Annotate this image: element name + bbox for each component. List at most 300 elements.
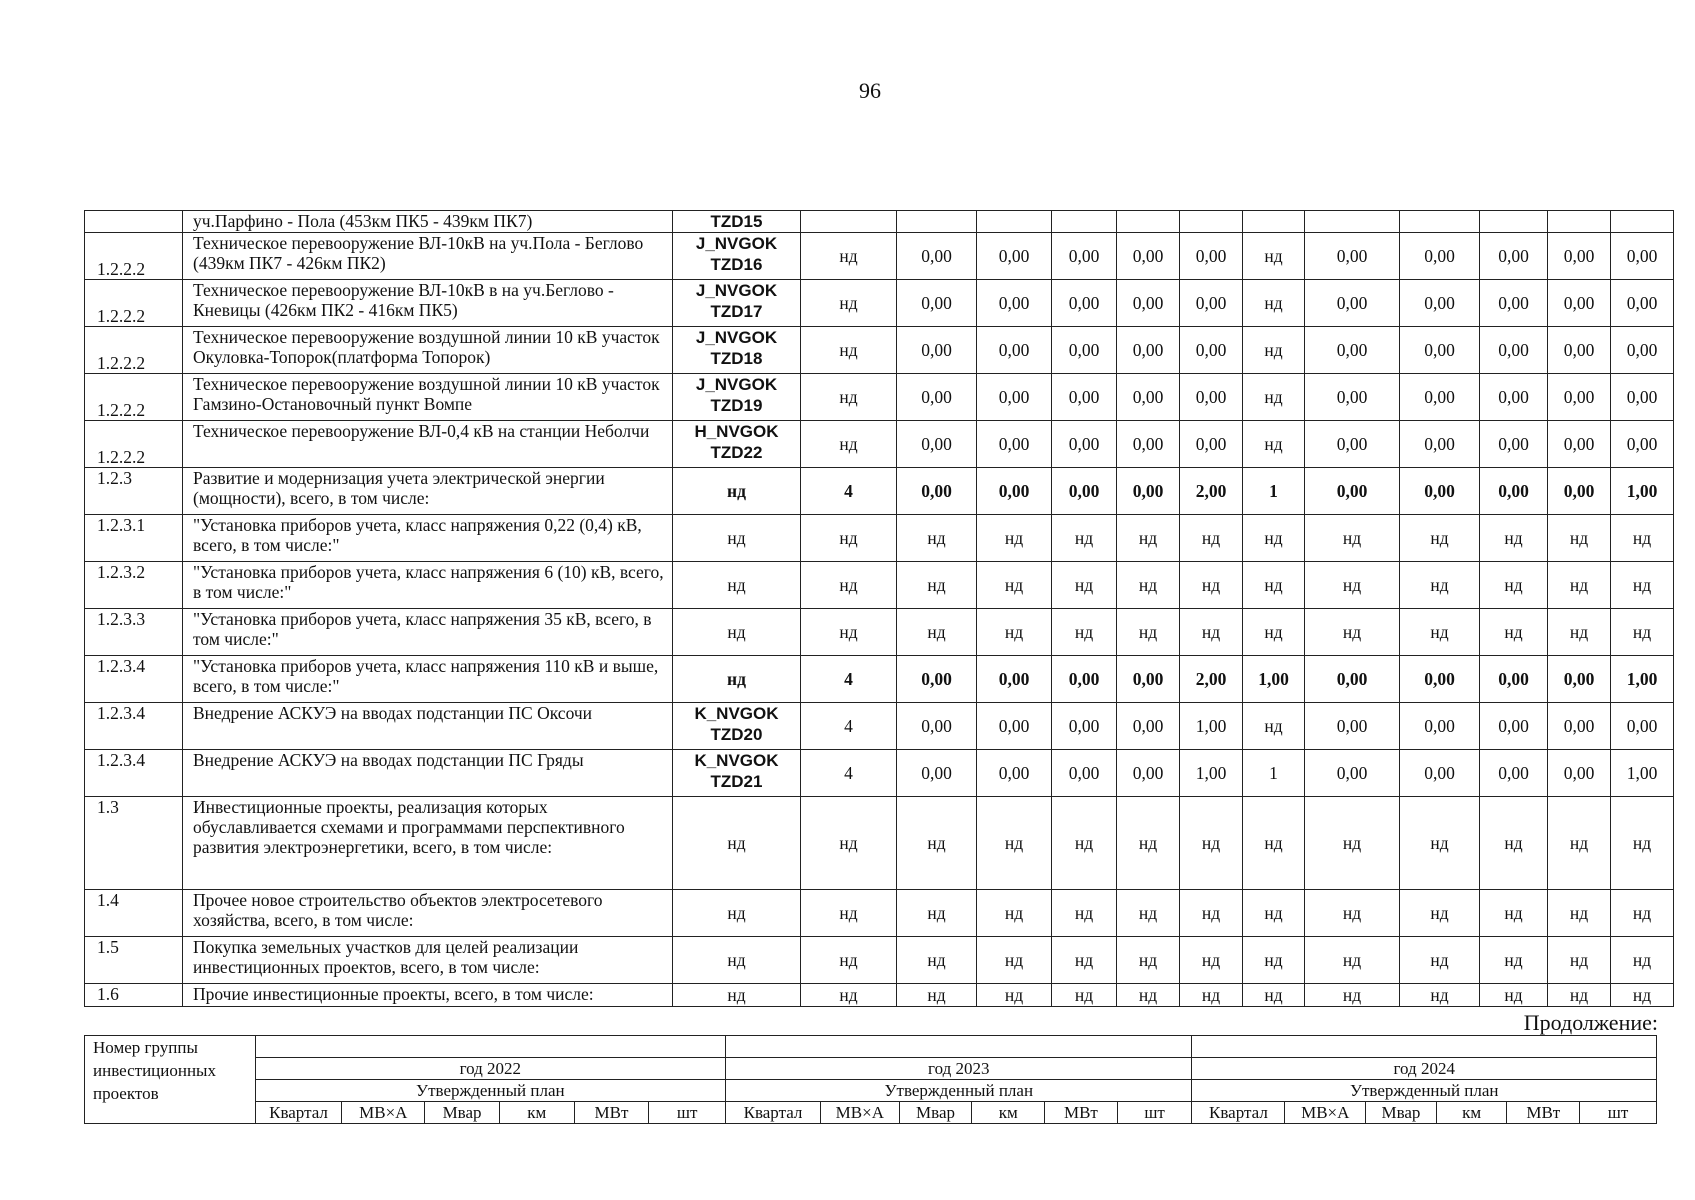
value-cell: 0,00	[1052, 703, 1117, 750]
value-cell: нд	[977, 609, 1052, 656]
value-cell: 0,00	[1305, 750, 1400, 797]
value-cell: нд	[1305, 515, 1400, 562]
value-cell: нд	[1548, 562, 1611, 609]
blank-header-cell	[1192, 1036, 1657, 1058]
value-cell: нд	[977, 890, 1052, 937]
value-cell: 0,00	[1052, 421, 1117, 468]
value-cell: 1,00	[1180, 703, 1243, 750]
row-number-cell: 1.2.3	[85, 468, 183, 515]
value-cell: нд	[977, 515, 1052, 562]
value-cell: нд	[801, 984, 897, 1007]
row-number-cell: 1.2.3.1	[85, 515, 183, 562]
unit-header: МВ×А	[1285, 1102, 1366, 1124]
table-row	[85, 211, 1674, 233]
row-number-cell: 1.2.3.4	[85, 656, 183, 703]
year-header: год 2024	[1192, 1058, 1657, 1080]
value-cell: нд	[1480, 890, 1548, 937]
value-cell: нд	[1611, 797, 1674, 890]
value-cell: нд	[1117, 515, 1180, 562]
value-cell: нд	[977, 984, 1052, 1007]
value-cell: нд	[1400, 797, 1480, 890]
value-cell: 0,00	[1548, 327, 1611, 374]
project-name-cell: Техническое перевооружение ВЛ-10кВ на уч.Пола - Беглово (439км ПК7 - 426км ПК2)	[183, 233, 673, 280]
value-cell: нд	[1052, 937, 1117, 984]
value-cell: 0,00	[897, 468, 977, 515]
value-cell: нд	[1180, 984, 1243, 1007]
unit-header: км	[1436, 1102, 1507, 1124]
value-cell	[801, 211, 897, 233]
value-cell: нд	[801, 374, 897, 421]
year-header: год 2022	[255, 1058, 725, 1080]
value-cell: нд	[1117, 937, 1180, 984]
value-cell: нд	[1611, 890, 1674, 937]
value-cell: нд	[1305, 797, 1400, 890]
value-cell: 0,00	[897, 374, 977, 421]
value-cell: 0,00	[1611, 421, 1674, 468]
unit-header: МВт	[1045, 1102, 1118, 1124]
value-cell	[1305, 211, 1400, 233]
value-cell: нд	[1180, 562, 1243, 609]
value-cell: нд	[1052, 984, 1117, 1007]
value-cell: 0,00	[1400, 750, 1480, 797]
value-cell: нд	[801, 937, 897, 984]
value-cell: 0,00	[977, 703, 1052, 750]
value-cell: нд	[1243, 515, 1305, 562]
project-code-cell: нд	[673, 890, 801, 937]
value-cell: 0,00	[1052, 233, 1117, 280]
project-code-cell: K_NVGOK TZD21	[673, 750, 801, 797]
value-cell: 0,00	[1180, 327, 1243, 374]
unit-header: Квартал	[726, 1102, 821, 1124]
unit-header: МВт	[1507, 1102, 1580, 1124]
value-cell: 0,00	[1611, 703, 1674, 750]
project-name-cell: "Установка приборов учета, класс напряжения 0,22 (0,4) кВ, всего, в том числе:"	[183, 515, 673, 562]
value-cell: нд	[1117, 609, 1180, 656]
project-code-cell: TZD15	[673, 211, 801, 233]
value-cell: 0,00	[1117, 280, 1180, 327]
value-cell: нд	[801, 421, 897, 468]
project-code-cell: нд	[673, 609, 801, 656]
value-cell: нд	[1180, 937, 1243, 984]
value-cell: нд	[1243, 797, 1305, 890]
value-cell: нд	[1400, 890, 1480, 937]
project-code-cell: J_NVGOK TZD17	[673, 280, 801, 327]
value-cell: нд	[1243, 562, 1305, 609]
value-cell: 1,00	[1180, 750, 1243, 797]
value-cell: 0,00	[1052, 750, 1117, 797]
value-cell: 0,00	[1480, 374, 1548, 421]
value-cell: нд	[1548, 937, 1611, 984]
value-cell: 1	[1243, 750, 1305, 797]
value-cell: 0,00	[1548, 374, 1611, 421]
value-cell: 0,00	[1480, 327, 1548, 374]
value-cell: 0,00	[1305, 374, 1400, 421]
value-cell: 0,00	[897, 327, 977, 374]
value-cell: 0,00	[1548, 421, 1611, 468]
value-cell: 0,00	[1548, 703, 1611, 750]
table-row	[85, 327, 1674, 374]
unit-header: Квартал	[255, 1102, 342, 1124]
row-number-cell: 1.2.2.2	[85, 374, 183, 421]
value-cell: нд	[897, 515, 977, 562]
value-cell: нд	[1243, 233, 1305, 280]
value-cell: 0,00	[1480, 233, 1548, 280]
value-cell: нд	[897, 984, 977, 1007]
approved-plan-header: Утвержденный план	[1192, 1080, 1657, 1102]
value-cell: нд	[1180, 609, 1243, 656]
value-cell: 0,00	[1052, 327, 1117, 374]
value-cell	[1180, 211, 1243, 233]
project-name-cell: Прочее новое строительство объектов электросетевого хозяйства, всего, в том числе:	[183, 890, 673, 937]
value-cell: 0,00	[1180, 374, 1243, 421]
value-cell: 1,00	[1611, 656, 1674, 703]
value-cell: 0,00	[977, 750, 1052, 797]
row-number-cell: 1.6	[85, 984, 183, 1007]
value-cell: 0,00	[1400, 468, 1480, 515]
value-cell: нд	[1243, 421, 1305, 468]
table-row	[85, 421, 1674, 468]
value-cell	[1548, 211, 1611, 233]
table-row	[85, 609, 1674, 656]
value-cell: 0,00	[1548, 468, 1611, 515]
value-cell	[977, 211, 1052, 233]
value-cell: нд	[1305, 890, 1400, 937]
value-cell: 0,00	[1400, 327, 1480, 374]
value-cell: 0,00	[1117, 421, 1180, 468]
value-cell: нд	[1480, 937, 1548, 984]
blank-header-cell	[255, 1036, 725, 1058]
table-row	[85, 280, 1674, 327]
value-cell: нд	[1305, 609, 1400, 656]
value-cell: нд	[1480, 609, 1548, 656]
value-cell: нд	[801, 562, 897, 609]
group-number-header: Номер группы инвестиционных проектов	[85, 1036, 256, 1124]
value-cell: нд	[1243, 984, 1305, 1007]
value-cell: 0,00	[1400, 421, 1480, 468]
value-cell: 0,00	[1480, 468, 1548, 515]
value-cell: нд	[1611, 937, 1674, 984]
value-cell: нд	[1611, 562, 1674, 609]
value-cell: 0,00	[977, 656, 1052, 703]
value-cell: нд	[977, 797, 1052, 890]
value-cell: 0,00	[1480, 656, 1548, 703]
value-cell: нд	[1400, 562, 1480, 609]
row-number-cell: 1.2.3.4	[85, 703, 183, 750]
value-cell: 4	[801, 750, 897, 797]
header-row-top	[85, 1036, 1657, 1058]
unit-header: шт	[1580, 1102, 1657, 1124]
value-cell: нд	[1480, 562, 1548, 609]
value-cell: 0,00	[1400, 656, 1480, 703]
value-cell: 0,00	[1480, 280, 1548, 327]
value-cell: 1,00	[1611, 468, 1674, 515]
blank-header-cell	[726, 1036, 1192, 1058]
project-name-cell: уч.Парфино - Пола (453км ПК5 - 439км ПК7)	[183, 211, 673, 233]
value-cell: 4	[801, 656, 897, 703]
row-number-cell: 1.4	[85, 890, 183, 937]
unit-header: км	[499, 1102, 574, 1124]
value-cell: 0,00	[1400, 703, 1480, 750]
value-cell: нд	[1548, 890, 1611, 937]
value-cell: нд	[801, 890, 897, 937]
unit-header: МВ×А	[820, 1102, 899, 1124]
value-cell: нд	[1052, 515, 1117, 562]
continuation-header-table	[84, 1035, 1657, 1124]
approved-plan-header: Утвержденный план	[726, 1080, 1192, 1102]
value-cell	[1052, 211, 1117, 233]
value-cell: 1,00	[1611, 750, 1674, 797]
project-name-cell: "Установка приборов учета, класс напряжения 35 кВ, всего, в том числе:"	[183, 609, 673, 656]
value-cell: нд	[1611, 515, 1674, 562]
project-name-cell: Внедрение АСКУЭ на вводах подстанции ПС Оксочи	[183, 703, 673, 750]
value-cell: 2,00	[1180, 656, 1243, 703]
value-cell: 0,00	[1052, 280, 1117, 327]
value-cell: нд	[1243, 280, 1305, 327]
table-row	[85, 750, 1674, 797]
project-code-cell: нд	[673, 797, 801, 890]
value-cell: нд	[1180, 890, 1243, 937]
unit-header: Мвар	[899, 1102, 972, 1124]
unit-header: шт	[649, 1102, 726, 1124]
value-cell: нд	[1243, 327, 1305, 374]
value-cell: нд	[897, 562, 977, 609]
value-cell	[1243, 211, 1305, 233]
value-cell: 0,00	[1052, 468, 1117, 515]
row-number-cell	[85, 211, 183, 233]
value-cell: нд	[1243, 374, 1305, 421]
row-number-cell: 1.2.3.4	[85, 750, 183, 797]
value-cell: 0,00	[977, 468, 1052, 515]
unit-header: МВт	[574, 1102, 649, 1124]
value-cell: 0,00	[1548, 656, 1611, 703]
project-code-cell: J_NVGOK TZD18	[673, 327, 801, 374]
value-cell: нд	[1400, 515, 1480, 562]
row-number-cell: 1.2.3.3	[85, 609, 183, 656]
value-cell: 0,00	[977, 327, 1052, 374]
value-cell: 1,00	[1243, 656, 1305, 703]
value-cell: 0,00	[1480, 750, 1548, 797]
table-row	[85, 797, 1674, 890]
value-cell: 0,00	[1117, 374, 1180, 421]
row-number-cell: 1.2.2.2	[85, 327, 183, 374]
investment-projects-table	[84, 210, 1674, 1007]
value-cell: 0,00	[977, 374, 1052, 421]
value-cell: 0,00	[1117, 703, 1180, 750]
value-cell: 0,00	[1400, 233, 1480, 280]
value-cell: 0,00	[1480, 703, 1548, 750]
project-name-cell: "Установка приборов учета, класс напряжения 6 (10) кВ, всего, в том числе:"	[183, 562, 673, 609]
value-cell: нд	[1243, 609, 1305, 656]
value-cell: нд	[897, 609, 977, 656]
value-cell: 0,00	[1611, 327, 1674, 374]
project-name-cell: Прочие инвестиционные проекты, всего, в том числе:	[183, 984, 673, 1007]
value-cell: 0,00	[1548, 750, 1611, 797]
project-name-cell: Техническое перевооружение ВЛ-0,4 кВ на станции Неболчи	[183, 421, 673, 468]
value-cell	[1611, 211, 1674, 233]
value-cell: нд	[1117, 984, 1180, 1007]
value-cell: 0,00	[1480, 421, 1548, 468]
unit-header: Мвар	[425, 1102, 500, 1124]
project-code-cell: нд	[673, 515, 801, 562]
row-number-cell: 1.2.2.2	[85, 421, 183, 468]
project-name-cell: Техническое перевооружение воздушной линии 10 кВ участок Окуловка-Топорок(платформа Топорок)	[183, 327, 673, 374]
value-cell: нд	[1052, 890, 1117, 937]
project-code-cell: нд	[673, 562, 801, 609]
unit-header: Мвар	[1366, 1102, 1437, 1124]
project-code-cell: нд	[673, 937, 801, 984]
value-cell: нд	[1180, 515, 1243, 562]
project-code-cell: J_NVGOK TZD19	[673, 374, 801, 421]
value-cell: 1	[1243, 468, 1305, 515]
value-cell: 0,00	[1611, 280, 1674, 327]
unit-header: шт	[1117, 1102, 1192, 1124]
value-cell: 0,00	[1117, 327, 1180, 374]
table-row	[85, 562, 1674, 609]
value-cell: 0,00	[897, 280, 977, 327]
value-cell: 0,00	[897, 421, 977, 468]
value-cell: нд	[1243, 937, 1305, 984]
table-row	[85, 984, 1674, 1007]
value-cell: 0,00	[1180, 421, 1243, 468]
value-cell: нд	[801, 233, 897, 280]
project-name-cell: "Установка приборов учета, класс напряжения 110 кВ и выше, всего, в том числе:"	[183, 656, 673, 703]
value-cell: нд	[1305, 984, 1400, 1007]
value-cell: 0,00	[1180, 280, 1243, 327]
value-cell	[897, 211, 977, 233]
value-cell: нд	[1548, 984, 1611, 1007]
value-cell: 0,00	[897, 233, 977, 280]
project-code-cell: нд	[673, 984, 801, 1007]
value-cell: 2,00	[1180, 468, 1243, 515]
row-number-cell: 1.2.3.2	[85, 562, 183, 609]
project-code-cell: K_NVGOK TZD20	[673, 703, 801, 750]
project-name-cell: Инвестиционные проекты, реализация которых обуславливается схемами и программами перспективного развития электроэнергетики, всего, в том числе:	[183, 797, 673, 890]
value-cell	[1400, 211, 1480, 233]
project-code-cell: нд	[673, 656, 801, 703]
project-name-cell: Покупка земельных участков для целей реализации инвестиционных проектов, всего, в том числе:	[183, 937, 673, 984]
table-row	[85, 233, 1674, 280]
value-cell: 0,00	[1305, 233, 1400, 280]
value-cell: нд	[897, 937, 977, 984]
value-cell: нд	[977, 937, 1052, 984]
value-cell: нд	[1480, 797, 1548, 890]
table-row	[85, 703, 1674, 750]
value-cell: 0,00	[1548, 280, 1611, 327]
value-cell: 0,00	[897, 656, 977, 703]
value-cell	[1480, 211, 1548, 233]
approved-plan-header: Утвержденный план	[255, 1080, 725, 1102]
value-cell: 0,00	[1117, 750, 1180, 797]
value-cell: 0,00	[1052, 374, 1117, 421]
table-row	[85, 656, 1674, 703]
value-cell: 0,00	[977, 280, 1052, 327]
table-row	[85, 468, 1674, 515]
table-row	[85, 515, 1674, 562]
project-name-cell: Техническое перевооружение воздушной линии 10 кВ участок Гамзино-Остановочный пункт Вомпе	[183, 374, 673, 421]
value-cell: нд	[801, 327, 897, 374]
value-cell: нд	[1611, 609, 1674, 656]
header-row-years	[85, 1058, 1657, 1080]
value-cell: нд	[801, 515, 897, 562]
value-cell: 4	[801, 703, 897, 750]
value-cell	[1117, 211, 1180, 233]
continuation-label: Продолжение:	[1523, 1010, 1658, 1035]
value-cell: 0,00	[1305, 656, 1400, 703]
value-cell: нд	[1548, 515, 1611, 562]
value-cell: 0,00	[1117, 233, 1180, 280]
value-cell: нд	[1243, 890, 1305, 937]
table-row	[85, 937, 1674, 984]
value-cell: нд	[1400, 609, 1480, 656]
value-cell: нд	[1548, 797, 1611, 890]
year-header: год 2023	[726, 1058, 1192, 1080]
value-cell: 0,00	[1400, 280, 1480, 327]
value-cell: 0,00	[977, 233, 1052, 280]
value-cell: нд	[1052, 797, 1117, 890]
value-cell: 0,00	[1611, 374, 1674, 421]
value-cell: нд	[1117, 890, 1180, 937]
project-code-cell: J_NVGOK TZD16	[673, 233, 801, 280]
value-cell: нд	[977, 562, 1052, 609]
header-row-plan	[85, 1080, 1657, 1102]
page-number: 96	[859, 78, 881, 103]
project-name-cell: Техническое перевооружение ВЛ-10кВ в на уч.Беглово - Кневицы (426км ПК2 - 416км ПК5)	[183, 280, 673, 327]
value-cell: 0,00	[1611, 233, 1674, 280]
project-name-cell: Внедрение АСКУЭ на вводах подстанции ПС Гряды	[183, 750, 673, 797]
value-cell: нд	[1305, 562, 1400, 609]
value-cell: 0,00	[1180, 233, 1243, 280]
value-cell: нд	[801, 280, 897, 327]
value-cell: 0,00	[897, 703, 977, 750]
value-cell: 0,00	[1117, 468, 1180, 515]
project-name-cell: Развитие и модернизация учета электрической энергии (мощности), всего, в том числе:	[183, 468, 673, 515]
row-number-cell: 1.3	[85, 797, 183, 890]
value-cell: нд	[801, 609, 897, 656]
value-cell: 0,00	[1305, 468, 1400, 515]
value-cell: 0,00	[1400, 374, 1480, 421]
value-cell: нд	[897, 797, 977, 890]
value-cell: нд	[1052, 609, 1117, 656]
unit-header: МВ×А	[342, 1102, 425, 1124]
value-cell: нд	[1548, 609, 1611, 656]
value-cell: нд	[1480, 984, 1548, 1007]
value-cell: 0,00	[1305, 421, 1400, 468]
table-row	[85, 374, 1674, 421]
value-cell: 0,00	[977, 421, 1052, 468]
row-number-cell: 1.2.2.2	[85, 233, 183, 280]
value-cell: 0,00	[897, 750, 977, 797]
value-cell: нд	[1117, 562, 1180, 609]
value-cell: 0,00	[1052, 656, 1117, 703]
value-cell: нд	[897, 890, 977, 937]
project-code-cell: H_NVGOK TZD22	[673, 421, 801, 468]
value-cell: нд	[1243, 703, 1305, 750]
value-cell: нд	[1480, 515, 1548, 562]
value-cell: 0,00	[1117, 656, 1180, 703]
value-cell: нд	[1400, 937, 1480, 984]
header-row-units	[85, 1102, 1657, 1124]
value-cell: 0,00	[1305, 703, 1400, 750]
row-number-cell: 1.5	[85, 937, 183, 984]
value-cell: 4	[801, 468, 897, 515]
unit-header: Квартал	[1192, 1102, 1285, 1124]
project-code-cell: нд	[673, 468, 801, 515]
value-cell: 0,00	[1548, 233, 1611, 280]
table-row	[85, 890, 1674, 937]
value-cell: 0,00	[1305, 327, 1400, 374]
value-cell: 0,00	[1305, 280, 1400, 327]
value-cell: нд	[1305, 937, 1400, 984]
